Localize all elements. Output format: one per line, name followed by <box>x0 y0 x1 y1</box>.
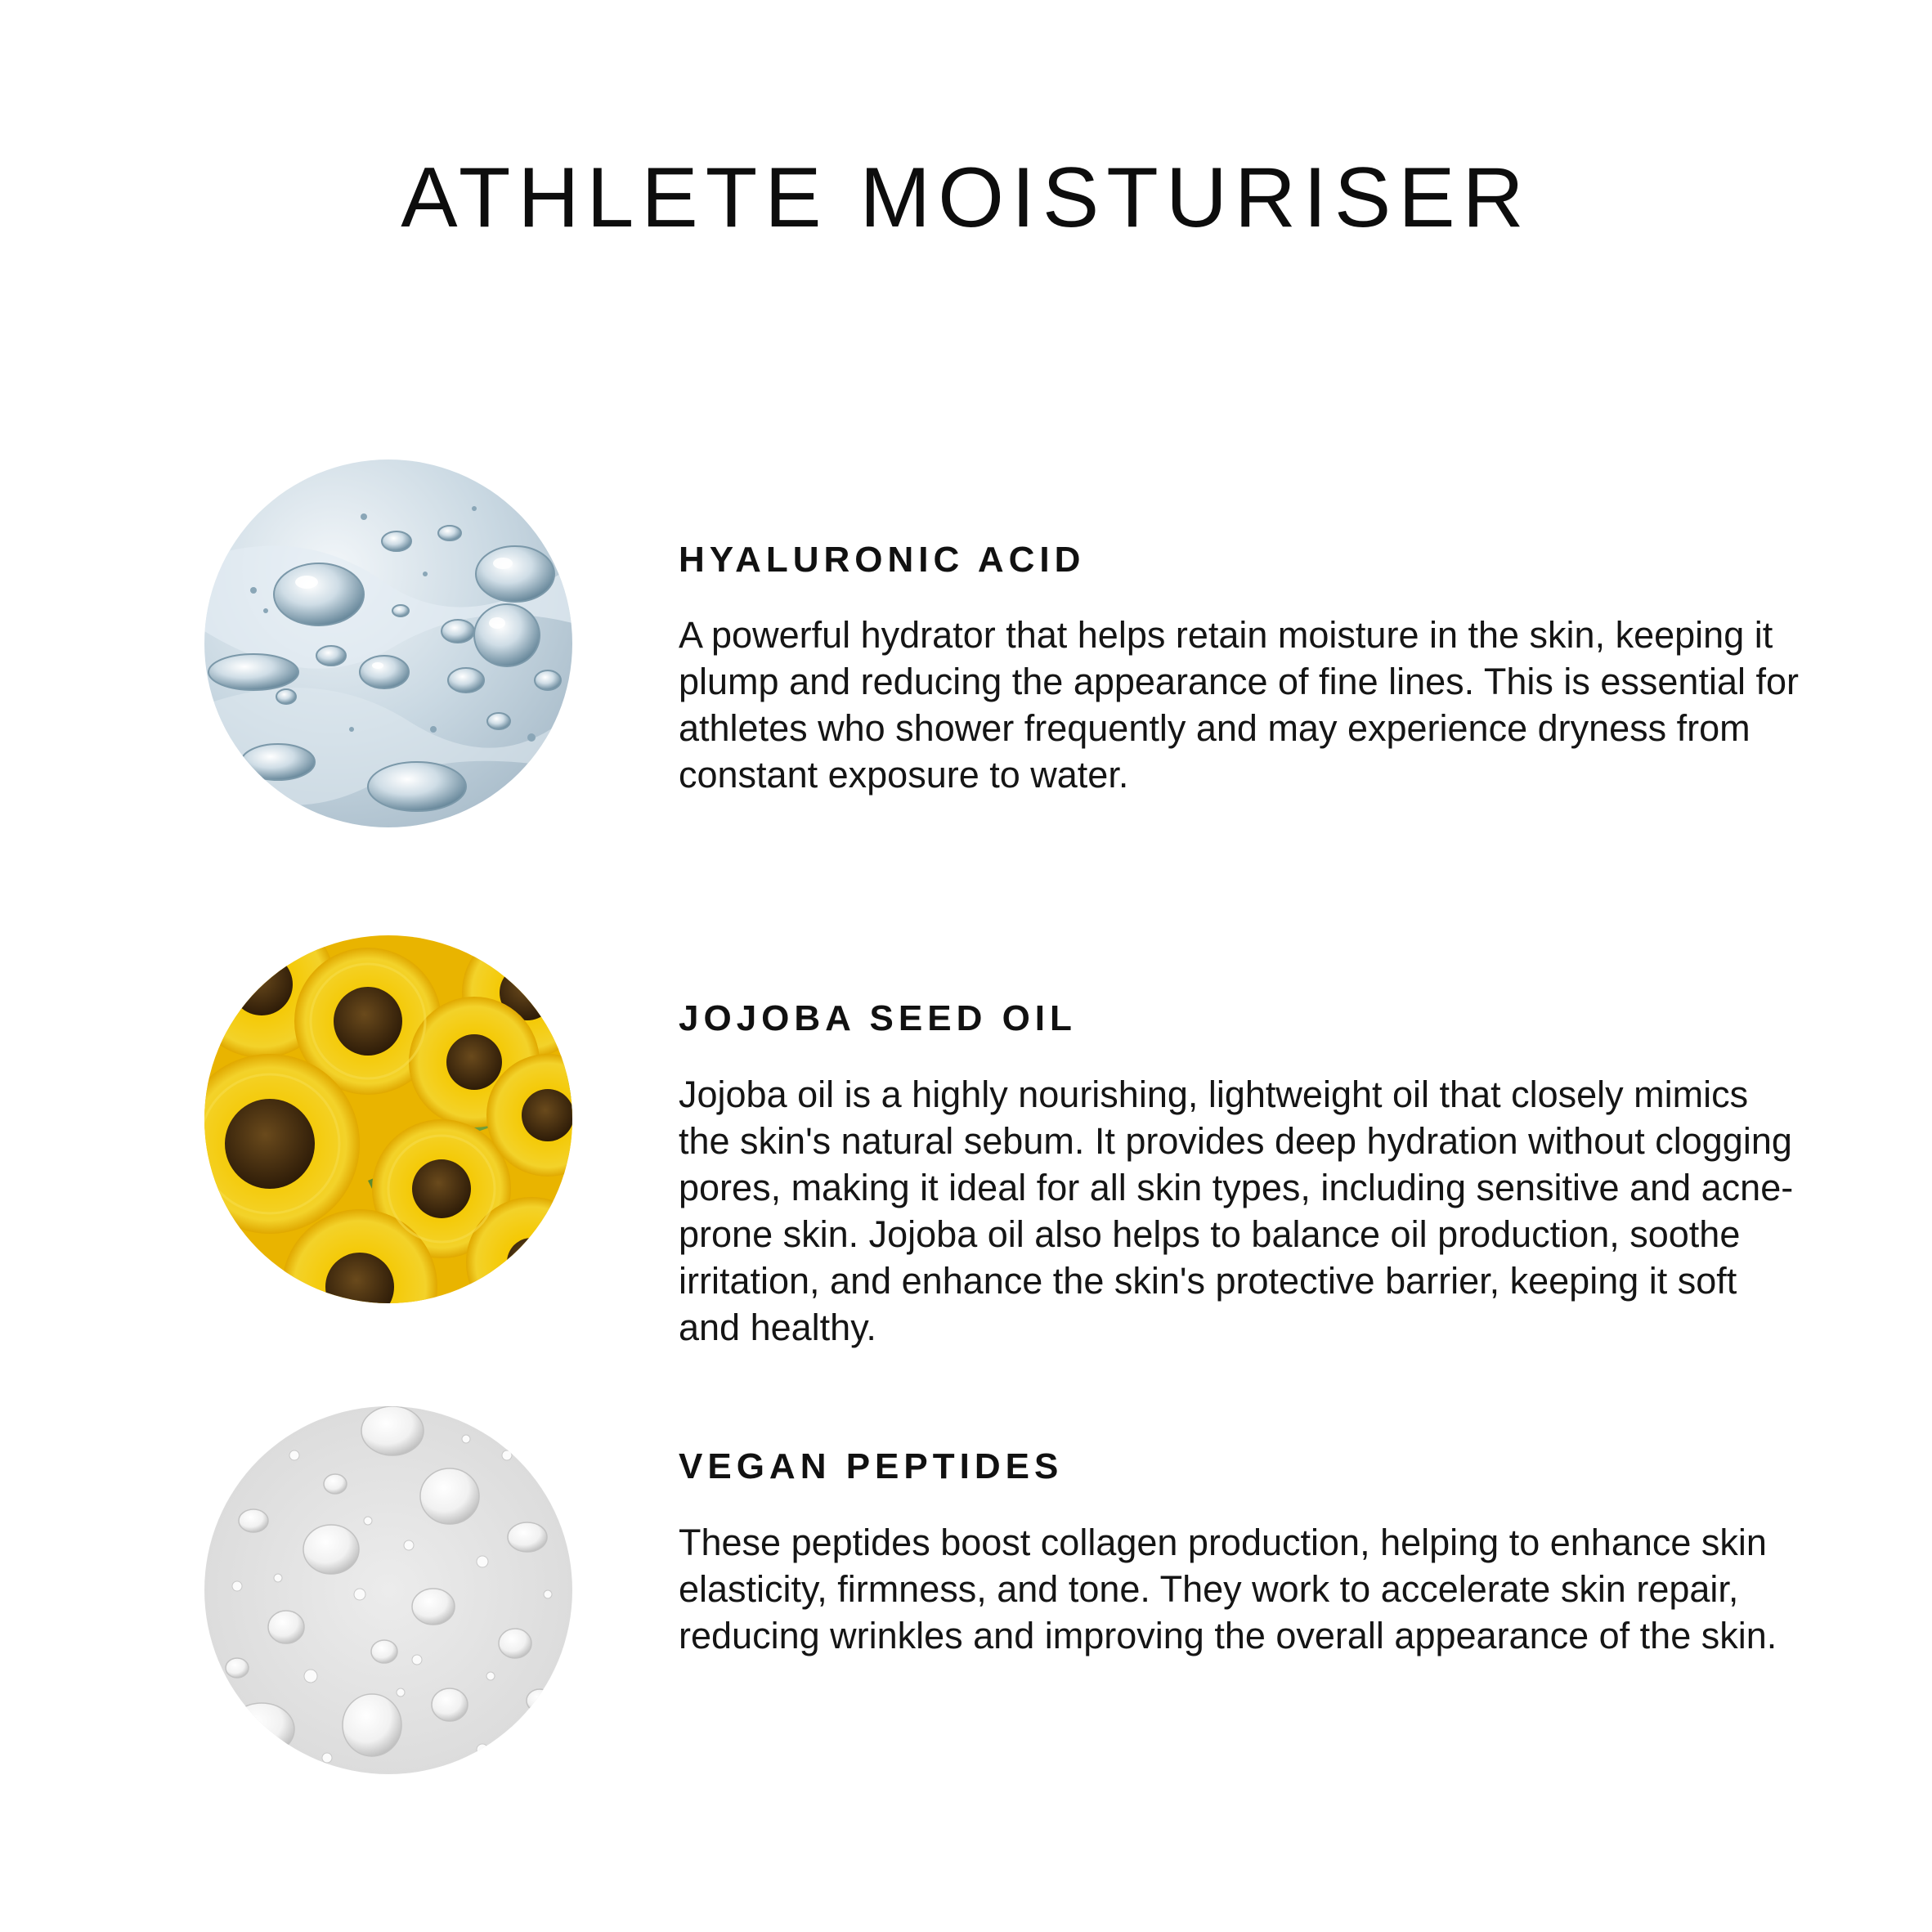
ingredient-name: HYALURONIC ACID <box>679 540 1086 580</box>
ingredient-description: Jojoba oil is a highly nourishing, lightweight oil that closely mimics the skin's natural sebum. It provides deep hydration without clogging pores, making it ideal for all skin types, including sensitive and acne-prone skin. Jojoba oil also helps to balance oil production, soothe irritation, and enhance the skin's protective barrier, keeping it soft and healthy. <box>679 1074 1794 1348</box>
ingredient-description: These peptides boost collagen production, helping to enhance skin elasticity, firmness, and tone. They work to accelerate skin repair, reducing wrinkles and improving the overall appearance of the skin. <box>679 1522 1777 1656</box>
sunflowers-image <box>204 935 572 1303</box>
white-droplets-image <box>204 1406 572 1774</box>
ingredient-name: JOJOBA SEED OIL <box>679 998 1077 1038</box>
ingredient-description: A powerful hydrator that helps retain moisture in the skin, keeping it plump and reducing the appearance of fine lines. This is essential for athletes who shower frequently and may experience dryness from constant exposure to water. <box>679 614 1799 796</box>
page-title: ATHLETE MOISTURISER <box>401 150 1531 245</box>
ingredient-name: VEGAN PEPTIDES <box>679 1446 1064 1486</box>
water-droplets-image <box>204 459 572 827</box>
